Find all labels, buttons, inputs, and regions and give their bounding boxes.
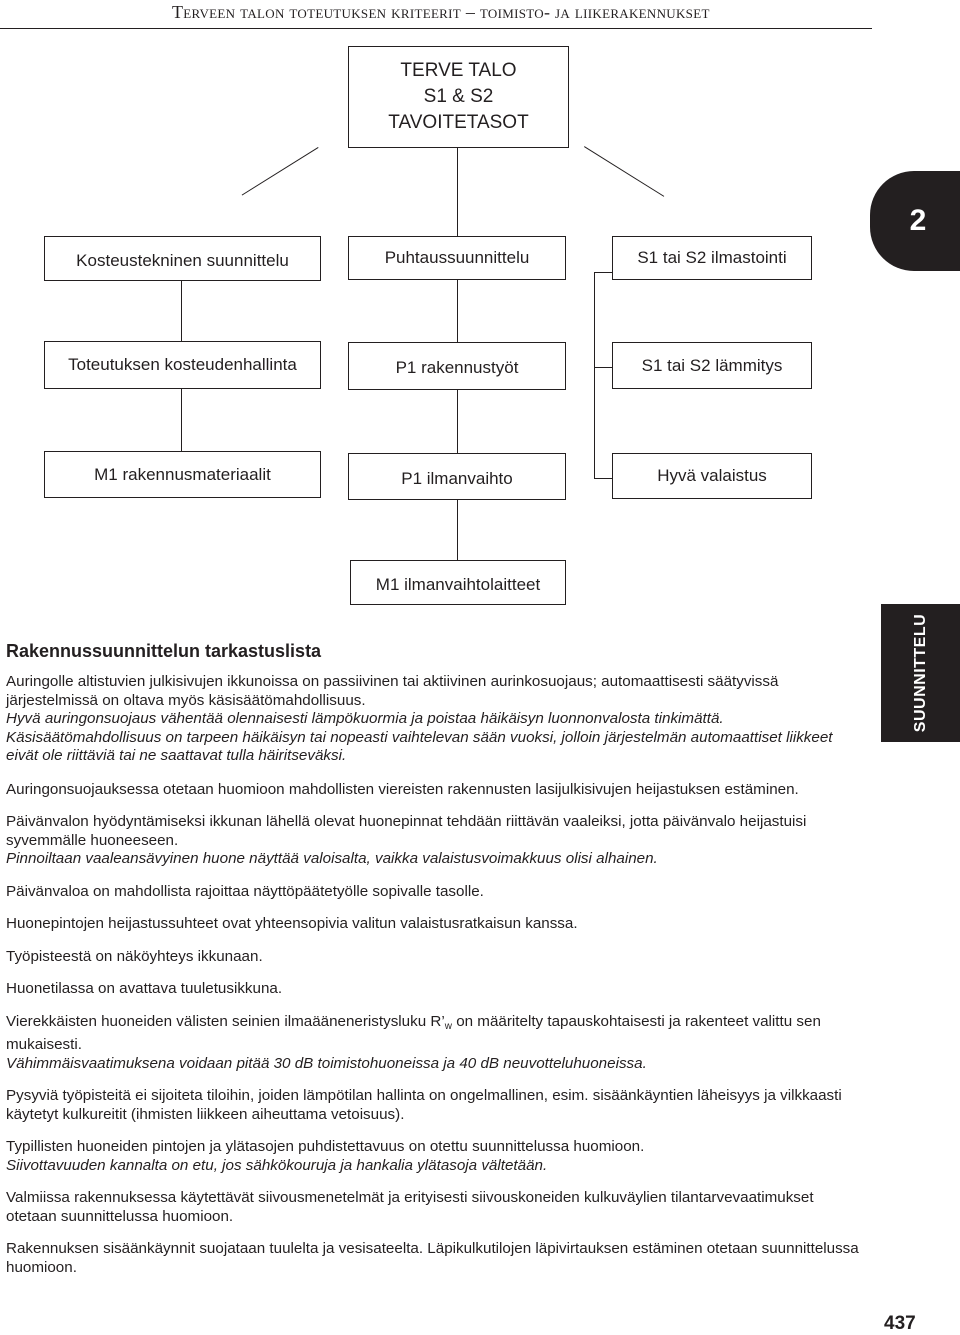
connector-line: [181, 388, 182, 451]
checklist-item-text: Päivänvaloa on mahdollista rajoittaa näyttöpäätetyölle sopivalle tasolle.: [6, 882, 484, 900]
checklist-item: [6, 883, 868, 902]
checklist-item: [6, 980, 868, 999]
goal-box: [348, 46, 569, 148]
connector-line: [594, 272, 595, 479]
section-tab-label: SUUNNITTELU: [911, 613, 929, 733]
section-tab: [881, 604, 960, 742]
connector-line: [457, 499, 458, 560]
connector-line: [594, 367, 613, 368]
checklist-item: [6, 781, 868, 800]
box-p1-rakennustyot: P1 rakennustyöt: [348, 342, 566, 390]
connector-line: [594, 478, 613, 479]
box-toteutuksen-kosteudenhallinta: Toteutuksen kosteudenhallinta: [44, 341, 321, 389]
box-s1-s2-ilmastointi: S1 tai S2 ilmastointi: [612, 236, 812, 280]
checklist-item-text: [6, 1013, 868, 1055]
connector-line: [242, 147, 319, 196]
connector-line: [594, 272, 613, 273]
goal-line-2: S1 & S2: [423, 86, 494, 107]
checklist-item-text: Huonepintojen heijastussuhteet ovat yhteensopivia valitun valaistusratkaisun kanssa.: [6, 915, 578, 932]
checklist-item: [6, 1087, 868, 1124]
checklist-item: [6, 813, 868, 869]
box-kosteustekninen-suunnittelu: Kosteustekninen suunnittelu: [44, 236, 321, 281]
checklist-item-text: Auringolle altistuvien julkisivujen ikkunoissa on passiivinen tai aktiivinen aurinkosuojaus; automaattisesti säätyvissä järjestelmissä on oltava myös käsisäätömahdollisuus.: [6, 673, 779, 709]
checklist-item-text: Valmiissa rakennuksessa käytettävät siivousmenetelmät ja erityisesti siivouskoneiden kulkuväylien tilantarvevaatimukset otetaan suunnittelussa huomioon.: [6, 1189, 814, 1225]
checklist-item-text: Työpisteestä on näköyhteys ikkunaan.: [6, 947, 263, 965]
checklist-item-text: Auringonsuojauksessa otetaan huomioon mahdollisten viereisten rakennusten lasijulkisivujen heijastuksen estäminen.: [6, 780, 799, 798]
checklist: [6, 640, 868, 1291]
box-p1-ilmanvaihto: P1 ilmanvaihto: [348, 453, 566, 500]
connector-line: [584, 146, 664, 197]
checklist-item: [6, 1240, 868, 1277]
subscript: w: [444, 1020, 452, 1032]
goal-line-1: TERVE TALO: [400, 60, 517, 81]
goal-line-3: TAVOITETASOT: [388, 112, 529, 133]
checklist-item: [6, 1138, 868, 1175]
checklist-item-text: Rakennuksen sisäänkäynnit suojataan tuulelta ja vesisateelta. Läpikulkutilojen läpivirtauksen estäminen otetaan suunnittelussa huomioon.: [6, 1240, 859, 1276]
checklist-item-text: Päivänvalon hyödyntämiseksi ikkunan lähellä olevat huonepinnat tehdään riittävän vaaleiksi, jotta päivänvalo heijastuisi syvemmälle huoneeseen.: [6, 813, 807, 849]
connector-line: [457, 389, 458, 453]
checklist-item-note: Pinnoiltaan vaaleansävyinen huone näyttää valoisalta, vaikka valaistusvoimakkuus olisi alhainen.: [6, 850, 658, 867]
text-segment: on määritelty tapauskohtaisesti ja rakenteet valittu sen mukaisesti.: [6, 1012, 821, 1053]
connector-line: [457, 279, 458, 342]
checklist-item-note: Vähimmäisvaatimuksena voidaan pitää 30 dB toimistohuoneissa ja 40 dB neuvotteluhuoneissa.: [6, 1054, 647, 1072]
checklist-item: [6, 1013, 868, 1074]
running-header: Terveen talon toteutuksen kriteerit – toimisto- ja liikerakennukset: [172, 2, 710, 22]
checklist-item-text: Huonetilassa on avattava tuuletusikkuna.: [6, 980, 283, 997]
box-m1-rakennusmateriaalit: M1 rakennusmateriaalit: [44, 451, 321, 498]
checklist-item: [6, 1189, 868, 1226]
page-number: 437: [884, 1313, 916, 1334]
checklist-heading: Rakennussuunnittelun tarkastuslista: [6, 641, 322, 661]
connector-line: [457, 147, 458, 236]
box-s1-s2-lammitys: S1 tai S2 lämmitys: [612, 342, 812, 389]
checklist-item: [6, 673, 868, 766]
checklist-item-text: Typillisten huoneiden pintojen ja ylätasojen puhdistettavuus on otettu suunnittelussa huomioon.: [6, 1138, 645, 1155]
text-segment: Vierekkäisten huoneiden välisten seinien ilmaääneneristysluku R’: [6, 1012, 445, 1030]
checklist-item-note: Hyvä auringonsuojaus vähentää olennaisesti lämpökuormia ja poistaa häikäisyn luonnonvalosta tinkimättä. Käsisäätömahdollisuus on tarpeen häikäisyn tai nopeasti vaihtelevan sään vuoksi, jolloin järjestelmän automaattiset liikkeet eivät ole riittäviä tai ne saattavat tulla häiritseväksi.: [6, 710, 833, 764]
box-puhtaussuunnittelu: Puhtaussuunnittelu: [348, 236, 566, 280]
connector-line: [181, 279, 182, 341]
box-hyva-valaistus: Hyvä valaistus: [612, 453, 812, 499]
chapter-number-tab: 2: [870, 171, 960, 271]
checklist-item-note: Siivottavuuden kannalta on etu, jos sähkökouruja ja hankalia ylätasoja vältetään.: [6, 1156, 548, 1174]
checklist-item: [6, 915, 868, 934]
checklist-item-text: Pysyviä työpisteitä ei sijoiteta tiloihin, joiden lämpötilan hallinta on ongelmallinen, esim. sisäänkäyntien läheisyys ja vilkkaasti käytetyt kulkureitit (ihmisten liikkeen aiheuttama vetoisuus).: [6, 1087, 842, 1123]
box-m1-ilmanvaihtolaitteet: M1 ilmanvaihtolaitteet: [350, 560, 566, 605]
checklist-item: [6, 948, 868, 967]
header-rule: [0, 28, 872, 29]
